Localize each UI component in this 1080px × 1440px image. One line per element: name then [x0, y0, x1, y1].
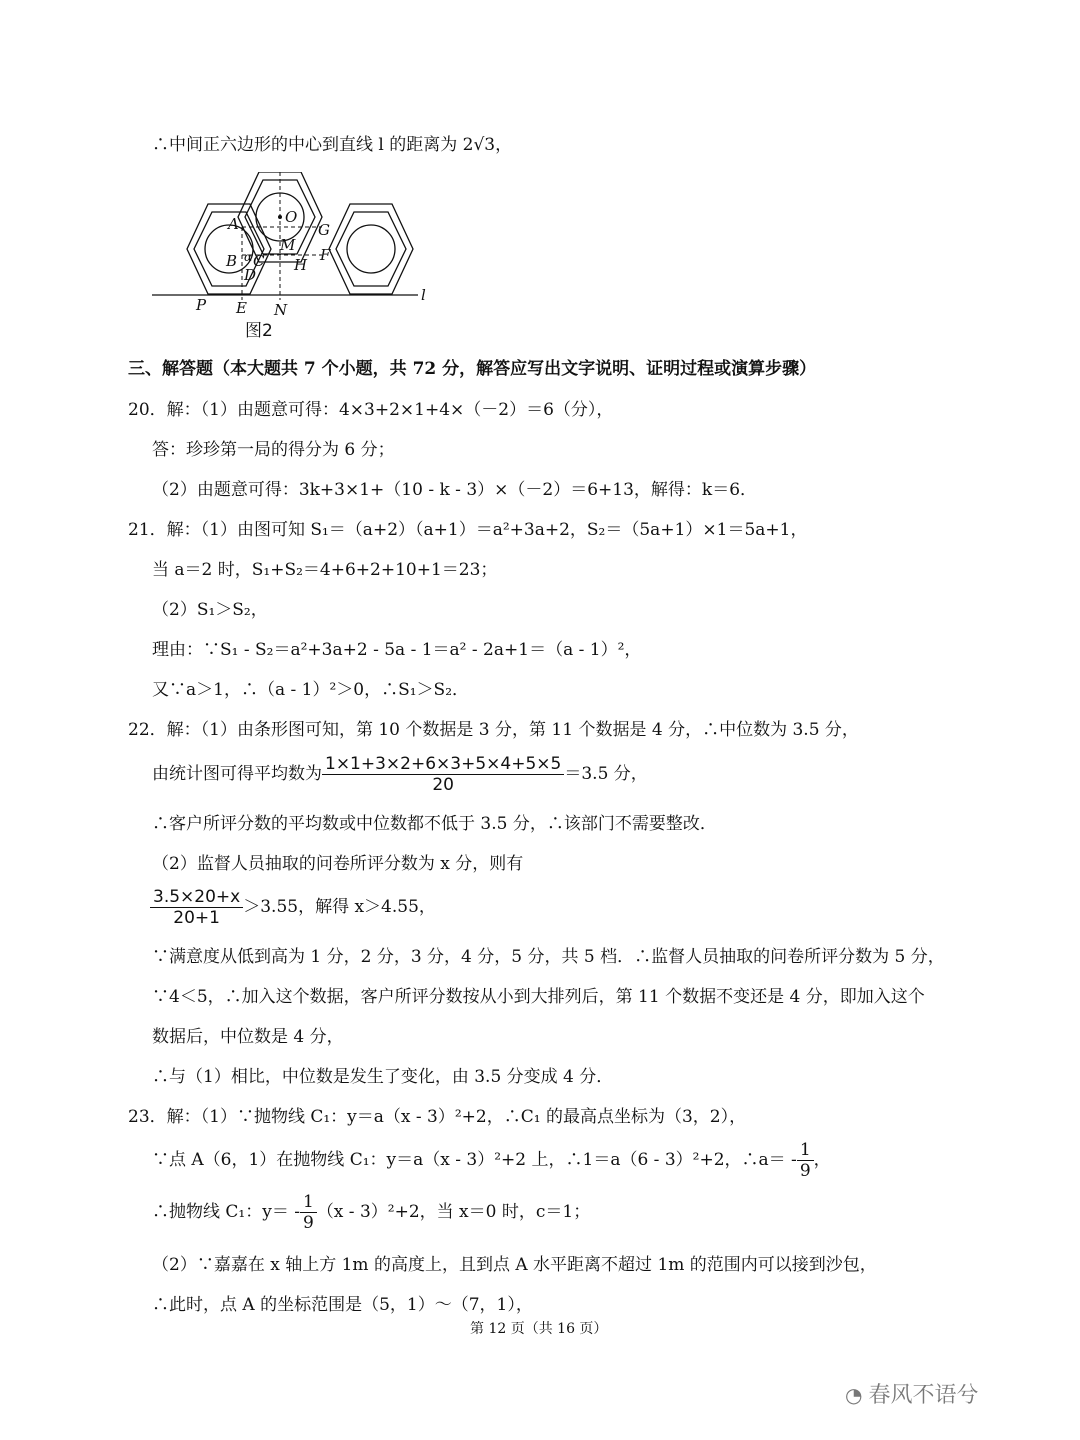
text-line: ∵4＜5，∴加入这个数据，客户所评分数按从小到大排列后，第 11 个数据不变还是 4 分，即加入这个	[152, 987, 925, 1007]
text-line: （2）∵嘉嘉在 x 轴上方 1m 的高度上，且到点 A 水平距离不超过 1m 的范围内可以接到沙包，	[152, 1255, 877, 1275]
watermark-text: 春风不语兮	[868, 1383, 979, 1408]
text-line: （2）监督人员抽取的问卷所评分数为 x 分，则有	[152, 854, 524, 874]
wechat-icon: ◔	[845, 1383, 863, 1407]
denominator: 20	[432, 775, 454, 795]
numerator: 1×1+3×2+6×3+5×4+5×5	[322, 754, 564, 775]
text-fragment: ，	[813, 1150, 831, 1170]
text-line: 23．解：（1）∵抛物线 C₁：y＝a（x - 3）²+2，∴C₁ 的最高点坐标为（3，2），	[128, 1107, 747, 1127]
fraction	[797, 1140, 814, 1181]
right-outer-hexagon	[329, 204, 413, 294]
label-C: C	[253, 252, 265, 270]
watermark	[845, 1378, 978, 1409]
text-line: ∴与（1）相比，中位数是发生了变化，由 3.5 分变成 4 分．	[152, 1067, 614, 1087]
text-line: 当 a＝2 时，S₁+S₂＝4+6+2+10+1＝23；	[152, 560, 498, 580]
text-line: 21．解：（1）由图可知 S₁＝（a+2）（a+1）＝a²+3a+2，S₂＝（5a+1）×1＝5a+1，	[128, 520, 808, 540]
numerator: 1	[797, 1140, 814, 1161]
denominator: 20+1	[173, 908, 220, 928]
parabola-line	[152, 1192, 590, 1233]
text-line: （2）S₁＞S₂，	[152, 600, 268, 620]
coefficient-line	[152, 1140, 831, 1181]
label-H: H	[294, 256, 308, 274]
text-fragment: ＞3.55，解得 x＞4.55，	[243, 897, 436, 917]
section-heading: 三、解答题（本大题共 7 个小题，共 72 分，解答应写出文字说明、证明过程或演算步骤）	[128, 359, 817, 379]
label-F: F	[320, 246, 331, 264]
text-line: ∴中间正六边形的中心到直线 l 的距离为 2√3，	[152, 135, 513, 155]
label-A: A	[228, 215, 239, 233]
label-B: B	[226, 252, 238, 270]
denominator: 9	[799, 1161, 811, 1181]
figure-caption: 图2	[245, 321, 273, 341]
mean-formula-line	[152, 754, 648, 795]
fraction	[150, 887, 243, 928]
inequality-line	[150, 887, 436, 928]
text-line: ∵满意度从低到高为 1 分，2 分，3 分，4 分，5 分，共 5 档．∴监督人员抽取的问卷所评分数为 5 分，	[152, 947, 945, 967]
text-fragment: ＝3.5 分，	[564, 764, 648, 784]
label-M: M	[280, 236, 296, 254]
label-D: D	[244, 266, 257, 284]
text-line: 数据后，中位数是 4 分，	[152, 1027, 344, 1047]
text-line: 又∵a＞1，∴（a - 1）²＞0，∴S₁＞S₂．	[152, 680, 470, 700]
text-line: 20．解：（1）由题意可得：4×3+2×1+4×（－2）＝6（分），	[128, 400, 614, 420]
numerator: 3.5×20+x	[150, 887, 243, 908]
text-line: ∴此时，点 A 的坐标范围是（5，1）～（7，1），	[152, 1295, 533, 1315]
label-G: G	[318, 221, 330, 239]
right-circle	[347, 225, 395, 273]
text-line: 理由：∵S₁ - S₂＝a²+3a+2 - 5a - 1＝a² - 2a+1＝（a - 1）²，	[152, 640, 642, 660]
text-fragment: ∵点 A（6，1）在抛物线 C₁：y＝a（x - 3）²+2 上，∴1＝a（6 - 3）²+2，∴a＝ -	[152, 1150, 797, 1170]
fraction	[322, 754, 564, 795]
text-line: 22．解：（1）由条形图可知，第 10 个数据是 3 分，第 11 个数据是 4 分，∴中位数为 3.5 分，	[128, 720, 859, 740]
text-fragment: （x - 3）²+2，当 x＝0 时，c＝1；	[316, 1202, 591, 1222]
page-footer: 第 12 页（共 16 页）	[470, 1321, 608, 1337]
text-line: 答：珍珍第一局的得分为 6 分；	[152, 440, 395, 460]
label-P: P	[196, 296, 207, 314]
hexagon-figure	[150, 172, 450, 352]
fraction	[300, 1192, 317, 1233]
text-fragment: ∴抛物线 C₁：y＝ -	[152, 1202, 300, 1222]
numerator: 1	[300, 1192, 317, 1213]
label-E: E	[236, 299, 247, 317]
text-line: ∴客户所评分数的平均数或中位数都不低于 3.5 分，∴该部门不需要整改．	[152, 814, 717, 834]
label-O: O	[285, 208, 298, 226]
label-N: N	[274, 301, 288, 319]
text-fragment: 由统计图可得平均数为	[152, 764, 322, 784]
label-alpha: α	[244, 250, 253, 264]
text-line: （2）由题意可得：3k+3×1+（10 - k - 3）×（－2）＝6+13，解得：k＝6．	[152, 480, 758, 500]
denominator: 9	[302, 1213, 314, 1233]
label-l: l	[421, 286, 426, 304]
